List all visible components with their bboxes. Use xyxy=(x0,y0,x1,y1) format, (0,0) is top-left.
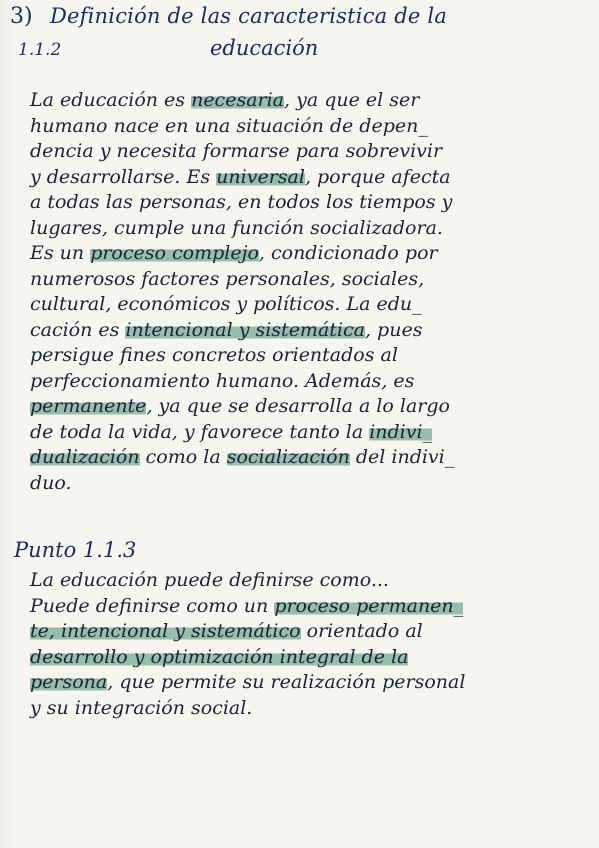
text-line xyxy=(30,369,575,395)
punto-heading: Punto 1.1.3 xyxy=(14,538,137,562)
text-fragment: , porque afecta xyxy=(304,165,451,188)
text-fragment: dencia y necesita formarse para sobrevivir xyxy=(30,140,443,162)
highlighted-term: indivi_ xyxy=(369,420,433,443)
highlighted-term: socialización xyxy=(226,446,350,468)
text-fragment: a todas las personas, en todos los tiempos y xyxy=(30,191,453,213)
text-fragment: del indivi_ xyxy=(349,446,455,468)
text-line xyxy=(30,190,575,216)
text-fragment: de toda la vida, y favorece tanto la xyxy=(30,420,370,443)
text-line xyxy=(30,292,575,318)
text-line xyxy=(30,241,575,267)
section-title-line2: educación xyxy=(210,36,319,60)
text-fragment: perfeccionamiento humano. Además, es xyxy=(30,369,415,392)
highlighted-term: persona xyxy=(30,671,108,693)
text-fragment: persigue fines concretos orientados al xyxy=(30,344,398,366)
highlighted-term: necesaria xyxy=(191,89,285,111)
text-line xyxy=(30,420,575,446)
section-title-line1: Definición de las caracteristica de la xyxy=(50,4,448,28)
text-line xyxy=(30,343,575,369)
text-line xyxy=(30,318,575,344)
text-line xyxy=(30,568,575,594)
text-fragment: Es un xyxy=(30,242,91,264)
text-fragment: orientado al xyxy=(300,620,423,642)
text-fragment: , pues xyxy=(364,318,423,341)
highlighted-term: te, intencional y sistemático xyxy=(30,620,301,642)
paragraph-caracteristicas xyxy=(30,88,575,496)
paragraph-definicion xyxy=(30,568,575,721)
text-line xyxy=(30,594,575,620)
text-line xyxy=(30,165,575,191)
text-fragment: La educación puede definirse como... xyxy=(30,569,389,591)
text-fragment: , condicionado por xyxy=(258,242,438,264)
text-line xyxy=(30,394,575,420)
text-fragment: , que permite su realización personal xyxy=(107,671,466,693)
text-fragment: duo. xyxy=(30,471,72,494)
text-fragment: , ya que el ser xyxy=(284,89,420,111)
text-line xyxy=(30,88,575,114)
highlighted-term: dualización xyxy=(30,446,140,468)
text-fragment: La educación es xyxy=(30,89,192,111)
highlighted-term: universal xyxy=(216,165,305,188)
text-line xyxy=(30,645,575,671)
text-fragment: como la xyxy=(139,446,227,468)
text-fragment: Puede definirse como un xyxy=(30,594,275,617)
text-line xyxy=(30,670,575,696)
text-fragment: lugares, cumple una función socializadora. xyxy=(30,216,443,239)
text-line xyxy=(30,114,575,140)
text-line xyxy=(30,696,575,722)
highlighted-term: proceso complejo xyxy=(90,242,259,264)
text-line xyxy=(30,619,575,645)
text-fragment: y desarrollarse. Es xyxy=(30,165,217,188)
highlighted-term: desarrollo y optimización integral de la xyxy=(30,645,409,668)
highlighted-term: proceso permanen_ xyxy=(274,594,464,617)
text-fragment: y su integración social. xyxy=(30,696,253,719)
text-line xyxy=(30,216,575,242)
text-fragment: cultural, económicos y políticos. La edu_ xyxy=(30,293,422,315)
section-number: 3) xyxy=(10,4,33,29)
text-line xyxy=(30,139,575,165)
text-fragment: , ya que se desarrolla a lo largo xyxy=(146,395,450,417)
text-fragment: humano nace en una situación de depen_ xyxy=(30,114,428,137)
section-reference: 1.1.2 xyxy=(18,40,62,60)
highlighted-term: intencional y sistemática xyxy=(125,318,365,341)
highlighted-term: permanente xyxy=(30,395,147,417)
text-line xyxy=(30,445,575,471)
text-line xyxy=(30,471,575,497)
text-fragment: numerosos factores personales, sociales, xyxy=(30,267,425,290)
text-fragment: cación es xyxy=(30,318,126,341)
text-line xyxy=(30,267,575,293)
